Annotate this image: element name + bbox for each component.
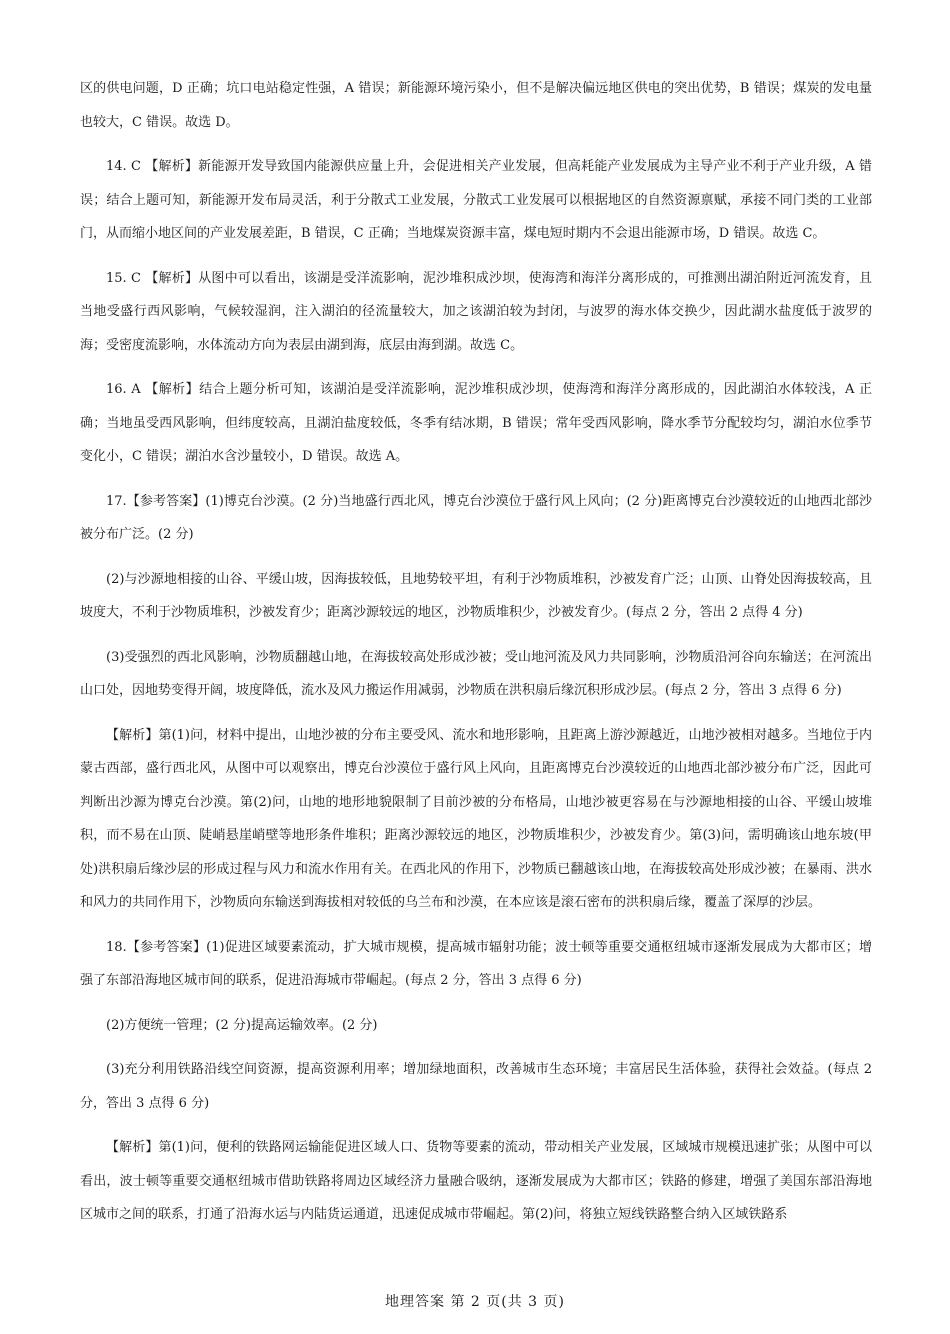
paragraph-q17-answer-2: (2)与沙源地相接的山谷、平缓山坡，因海拔较低，且地势较平坦，有利于沙物质堆积，沙被发育广泛；山顶、山脊处因海拔较高，且坡度大，不利于沙物质堆积，沙被发育少；距离沙源较远的地区，沙物质堆积少，沙被发育少。(每点 2 分，答出 2 点得 4 分) — [80, 571, 872, 620]
paragraph-q18-analysis: 【解析】第(1)问，便利的铁路网运输能促进区域人口、货物等要素的流动，带动相关产业发展，区域城市规模迅速扩张；从图中可以看出，波士顿等重要交通枢纽城市借助铁路将周边区域经济力量融合吸纳，逐渐发展成为大都市区；铁路的修建，增强了美国东部沿海地区城市之间的联系，打通了沿海水运与内陆货运通道，迅速促成城市带崛起。第(2)问，将独立短线铁路整合纳入区域铁路系 — [80, 1140, 872, 1222]
paragraph-q17-answer-3: (3)受强烈的西北风影响，沙物质翻越山地，在海拔较高处形成沙被；受山地河流及风力共同影响，沙物质沿河谷向东输送；在河流出山口处，因地势变得开阔，坡度降低，流水及风力搬运作用减弱，沙物质在洪积扇后缘沉积形成沙层。(每点 2 分，答出 3 点得 6 分) — [80, 649, 872, 698]
answer-document — [80, 72, 872, 1243]
paragraph-q17-answer-1: 17.【参考答案】(1)博克台沙漠。(2 分)当地盛行西北风，博克台沙漠位于盛行风上风向；(2 分)距离博克台沙漠较近的山地西北部沙被分布广泛。(2 分) — [80, 493, 872, 542]
paragraph-q14: 14. C 【解析】新能源开发导致国内能源供应量上升，会促进相关产业发展，但高耗能产业发展成为主导产业不利于产业升级，A 错误；结合上题可知，新能源开发布局灵活，利于分散式工业发展，分散式工业发展可以根据地区的自然资源禀赋，承接不同门类的工业部门，从而缩小地区间的产业发展差距，B 错误，C 正确；当地煤炭资源丰富，煤电短时期内不会退出能源市场，D 错误。故选 C。 — [80, 159, 872, 241]
page-footer: 地理答案 第 2 页(共 3 页) — [385, 1294, 565, 1310]
paragraph-13-end: 区的供电问题，D 正确；坑口电站稳定性强，A 错误；新能源环境污染小，但不是解决偏远地区供电的突出优势，B 错误；煤炭的发电量也较大，C 错误。故选 D。 — [80, 81, 872, 130]
paragraph-q18-answer-1: 18.【参考答案】(1)促进区域要素流动，扩大城市规模，提高城市辐射功能；波士顿等重要交通枢纽城市逐渐发展成为大都市区；增强了东部沿海地区城市间的联系，促进沿海城市带崛起。(每点 2 分，答出 3 点得 6 分) — [80, 939, 872, 988]
paragraph-q17-analysis: 【解析】第(1)问，材料中提出，山地沙被的分布主要受风、流水和地形影响，且距离上游沙源越近，山地沙被相对越多。当地位于内蒙古西部，盛行西北风，从图中可以观察出，博克台沙漠位于盛行风上风向，且距离博克台沙漠较近的山地西北部沙被分布广泛，因此可判断出沙源为博克台沙漠。第(2)问，山地的地形地貌限制了目前沙被的分布格局，山地沙被更容易在与沙源地相接的山谷、平缓山坡堆积，而不易在山顶、陡峭悬崖峭壁等地形条件堆积；距离沙源较远的地区，沙物质堆积少，沙被发育少。第(3)问，需明确该山地东坡(甲处)洪积扇后缘沙层的形成过程与风力和流水作用有关。在西北风的作用下，沙物质已翻越该山地，在海拔较高处形成沙被；在暴雨、洪水和风力的共同作用下，沙物质向东输送到海拔相对较低的乌兰布和沙漠，在本应该是滚石密布的洪积扇后缘，覆盖了深厚的沙层。 — [80, 727, 872, 910]
paragraph-q18-answer-3: (3)充分利用铁路沿线空间资源，提高资源利用率；增加绿地面积，改善城市生态环境；丰富居民生活体验，获得社会效益。(每点 2 分，答出 3 点得 6 分) — [80, 1062, 872, 1111]
paragraph-q18-answer-2: (2)方便统一管理；(2 分)提高运输效率。(2 分) — [106, 1017, 378, 1033]
paragraph-q16: 16. A 【解析】结合上题分析可知，该湖泊是受洋流影响，泥沙堆积成沙坝，使海湾和海洋分离形成的，因此湖泊水体较浅，A 正确；当地虽受西风影响，但纬度较高，且湖泊盐度较低，冬季有结冰期，B 错误；常年受西风影响，降水季节分配较均匀，湖泊水位季节变化小，C 错误；湖泊水含沙量较小，D 错误。故选 A。 — [80, 382, 872, 464]
paragraph-q15: 15. C 【解析】从图中可以看出，该湖是受洋流影响，泥沙堆积成沙坝，使海湾和海洋分离形成的，可推测出湖泊附近河流发育，且当地受盛行西风影响，气候较湿润，注入湖泊的径流量较大，加之该湖泊较为封闭，与波罗的海水体交换少，因此湖水盐度低于波罗的海；受密度流影响，水体流动方向为表层由湖到海，底层由海到湖。故选 C。 — [80, 270, 872, 353]
